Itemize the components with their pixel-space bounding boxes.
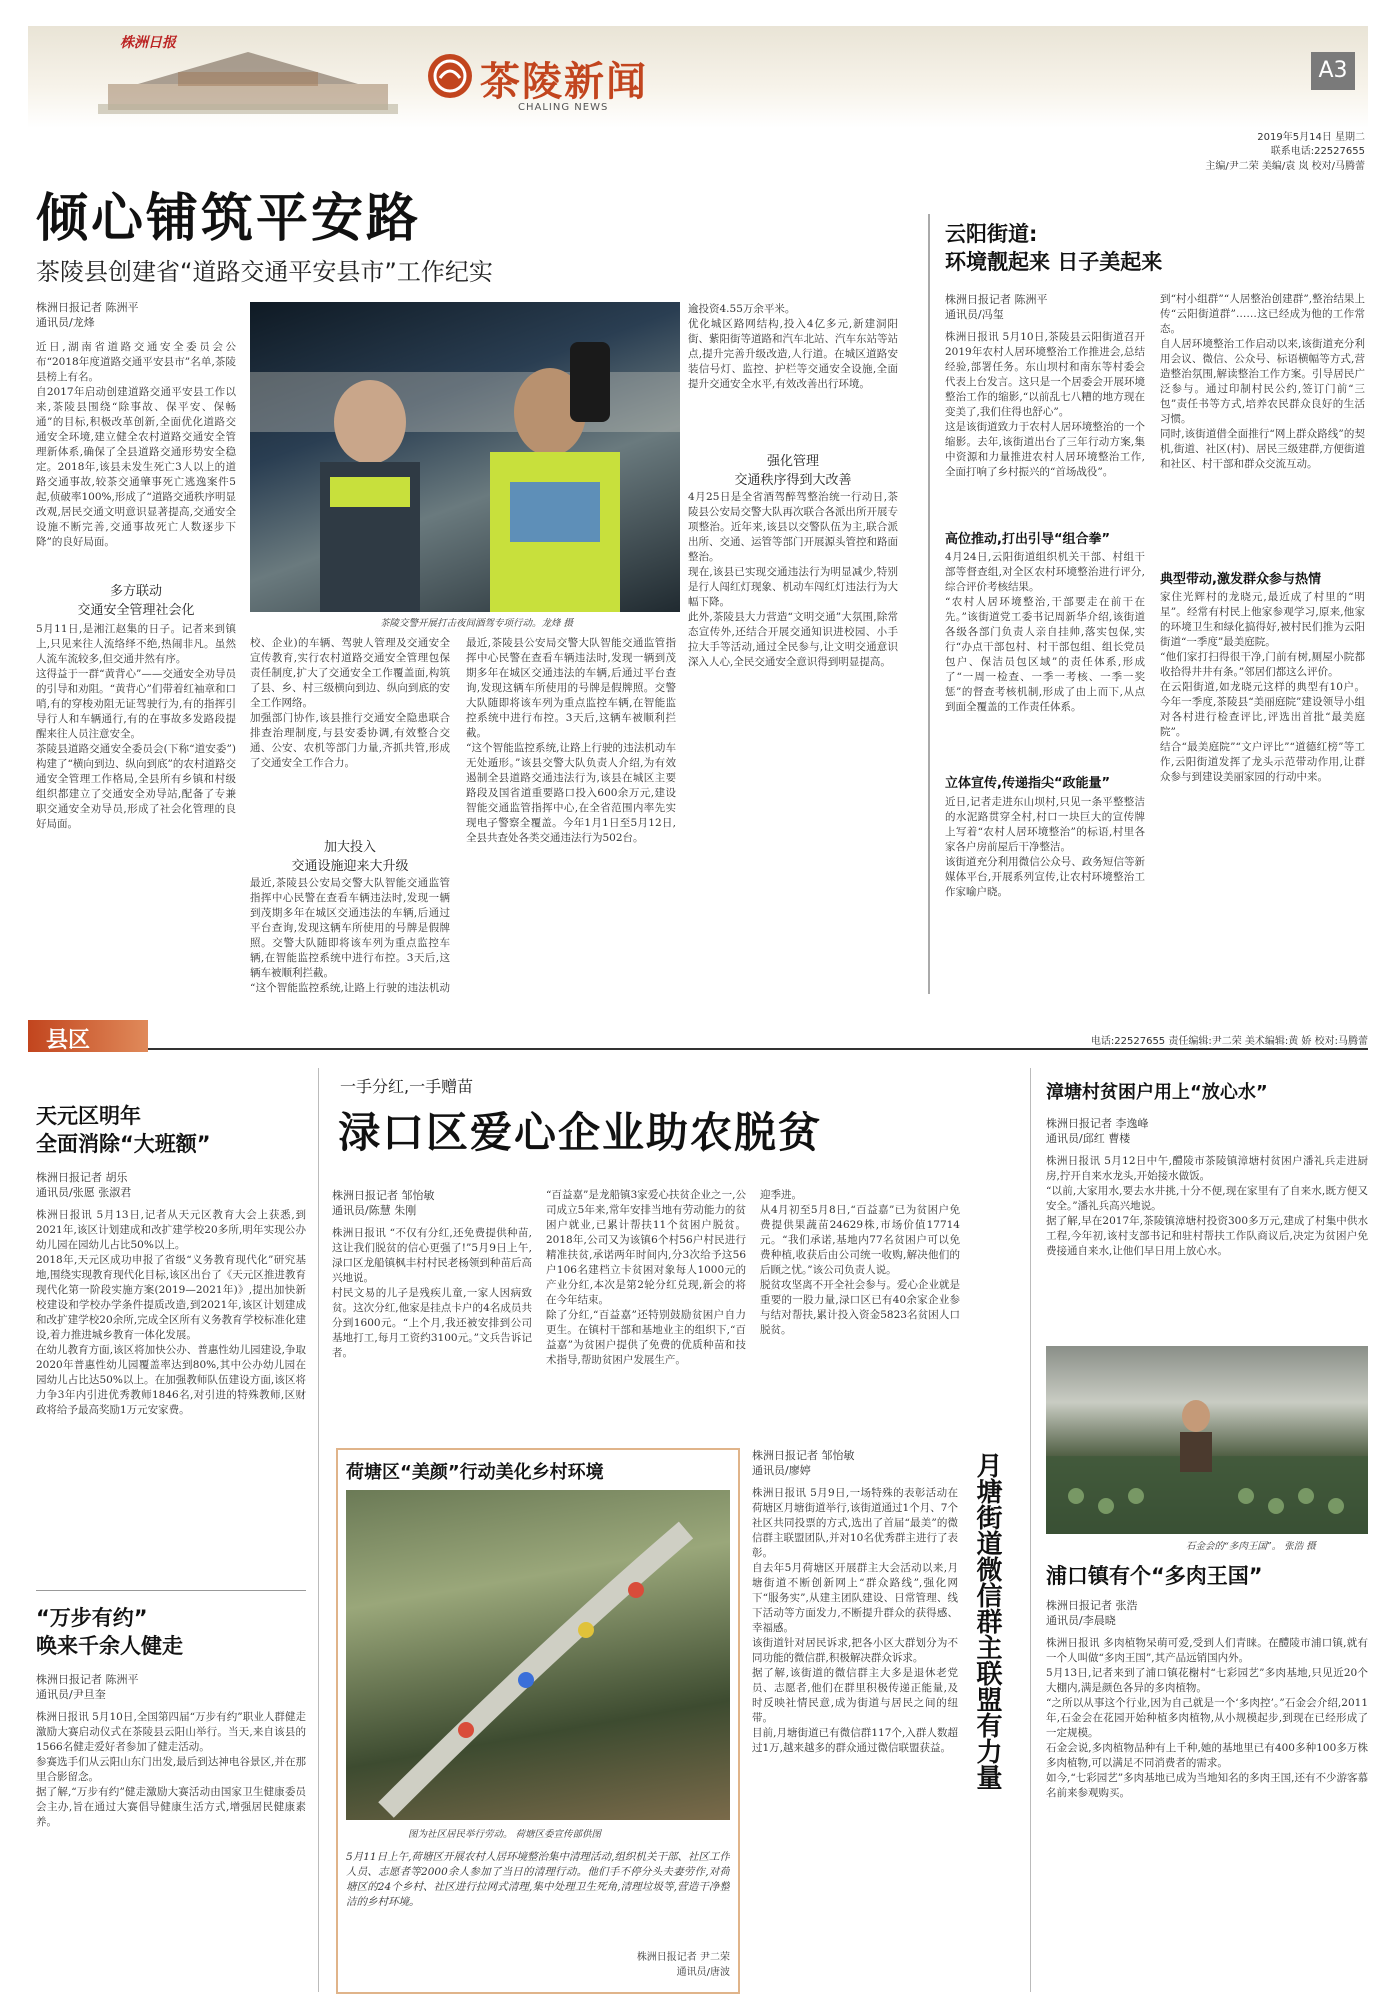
lead-subtitle: 茶陵县创建省“道路交通平安县市”工作纪实 (36, 258, 493, 286)
brand-logo-icon (428, 54, 472, 98)
brand-title: 茶陵新闻 (480, 59, 648, 105)
yuetang-vertical-title: 月塘街道微信群主联盟有力量 (972, 1452, 1002, 1790)
hetang-credit: 株洲日报记者 尹二荣 通讯员/唐波 (636, 1952, 730, 1978)
hetang-photo-caption: 图为社区居民举行劳动。 荷塘区委宣传部供图 (408, 1829, 602, 1840)
yunyang-body-p1: 株洲日报讯 5月10日,茶陵县云阳街道召开2019年农村人居环境整治工作推进会,总结经验,部署任务。东山坝村和南东等村委会代表上台发言。这只是一个居委会开展环境整治工作的缩影,“以前乱七八糟的地方现在变美了,我们住得也舒心”。 这是该街道致力于农村人居环境整治的一个缩影。去年,该街道出台了三年行动方案,集中资源和力量推进农村人居环境整治工作,全面打响了乡村振兴的“首场战役”。 (945, 331, 1145, 478)
lead-heading-a: 多方联动 交通安全管理社会化 (77, 584, 195, 618)
hetang-caption-body: 5月11日上午,荷塘区开展农村人居环境整治集中清理活动,组织机关干部、社区工作人员、志愿者等2000余人参加了当日的清理行动。他们手不停分头夫妻劳作,对荷塘区的24个乡村、社区进行拉网式清理,集中处理卫生死角,清理垃圾等,营造干净整洁的乡村环境。 (346, 1851, 730, 1908)
lead-body-col2-part2: 最近,茶陵县公安局交警大队智能交通监管指挥中心民警在查看车辆违法时,发现一辆到茂期多年在城区交通违法的车辆,后通过平台查询,发现这辆车所使用的号牌是假牌照。交警大队随即将该车列为重点监控车辆,在智能监控系统中进行布控。3天后,这辆车被顺利拦截。 “这个智能监控系统,让路上行驶的违法机动 (250, 877, 450, 994)
hetang-title: 荷塘区“美颜”行动美化乡村环境 (346, 1462, 604, 1483)
issue-date: 2019年5月14日 星期二 (1257, 132, 1365, 143)
lead-body-col2-part1: 校、企业)的车辆、驾驶人管理及交通安全宣传教育,实行农村道路交通安全管理包保责任制度,扩大了交通安全工作覆盖面,构筑了县、乡、村三级横向到边、纵向到底的安全工作网络。 加强部门协作,该县推行交通安全隐患联合排查治理制度,与县安委协调,有效整合交通、公安、农机等部门力量,齐抓共管,形成了交通安全工作合力。 (250, 637, 450, 769)
yunyang-body-p3: 近日,记者走进东山坝村,只见一条平整整洁的水泥路贯穿全村,村口一块巨大的宣传牌上写着“农村人居环境整治”的标语,村里各家各户房前屋后干净整洁。 该街道充分利用微信公众号、政务短信等新媒体平台,开展系列宣传,让农村环境整治工作家喻户晓。 (945, 796, 1145, 898)
tianyuan-body: 株洲日报讯 5月13日,记者从天元区教育大会上获悉,到2021年,该区计划建成和改扩建学校20多所,明年实现公办幼儿园在园幼儿占比50%以上。 2018年,天元区成功申报了省级“义务教育现代化”研究基地,围绕实现教育现代化目标,该区出台了《天元区推进教育现代化第一阶段实施方案(2019—2021年)》,提出加快新校建设和学校办学条件提质改造,到2021年,该区计划建成和改扩建学校20余所,完成全区所有义务教育学校标准化建设,着力推进城乡教育一体化发展。 在幼儿教育方面,该区将加快公办、普惠性幼儿园建设,争取2020年普惠性幼儿园覆盖率达到80%,其中公办幼儿园在园幼儿占比达50%以上。在加强教师队伍建设方面,该区将力争3年内引进优秀教师1846名,对引进的特殊教师,区财政将给予最高奖励1万元安家费。 (36, 1209, 306, 1416)
pukou-body: 株洲日报讯 多肉植物呆萌可爱,受到人们青睐。在醴陵市浦口镇,就有一个人叫做“多肉王国”,其产品远销国内外。 5月13日,记者来到了浦口镇花榭村“七彩园艺”多肉基地,只见近20个大棚内,满是颜色各异的多肉植物。 “之所以从事这个行业,因为自己就是一个‘多肉控’。”石金会介绍,2011年,石金会在花园开始种植多肉植物,从小规模起步,到现在已经形成了一定规模。 石金会说,多肉植物品种有上千种,她的基地里已有400多种100多万株多肉植物,可以满足不同消费者的需求。 如今,“七彩园艺”多肉基地已成为当地知名的多肉王国,还有不少游客慕名前来参观购买。 (1046, 1637, 1368, 1799)
hetang-photo (346, 1490, 730, 1820)
brand-english: CHALING NEWS (518, 102, 609, 113)
lead-photo-caption: 茶陵交警开展打击夜间酒驾专项行动。龙烽 摄 (380, 618, 574, 629)
wanbu-body: 株洲日报讯 5月10日,全国第四届“万步有约”职业人群健走激励大赛启动仪式在茶陵县云阳山举行。当天,来自该县的1566名健走爱好者参加了健走活动。 参赛选手们从云阳山东门出发,最后到达神电谷景区,并在那里合影留念。 据了解,“万步有约”健走激励大赛活动由国家卫生健康委员会主办,旨在通过大赛倡导健康生活方式,增强居民健康素养。 (36, 1711, 306, 1828)
yunyang-body-p2: 4月24日,云阳街道组织机关干部、村组干部等督查组,对全区农村环境整治进行评分,综合评价考核结果。 “农村人居环境整治,干部要走在前干在先。”该街道党工委书记周新华介绍,该街道各级各部门负责人亲自挂帅,落实包保,实行“办点干部包村、村干部包组、组长党员包户、保洁员包区域”的责任体系,形成了“一周一检查、一季一考核、一季一奖惩”的督查考核机制,形成了由上而下,从点到面全覆盖的工作责任体系。 (945, 551, 1145, 713)
lead-body-col1-part1: 近日,湖南省道路交通安全委员会公布“2018年度道路交通平安县市”名单,茶陵县榜上有名。 自2017年启动创建道路交通平安县工作以来,茶陵县围绕“除事故、保平安、保畅通”的目标,积极改革创新,全面优化道路交通安全环境,建立健全农村道路交通安全管理新体系,确保了全县道路交通形势安全稳定。2018年,该县未发生死亡3人以上的道路交通事故,较茶交通肇事死亡逃逸案件5起,侦破率100%,形成了“道路交通秩序明显改观,居民交通文明意识显著提高,交通安全设施不断完善,交通事故死亡人数逐步下降”的良好局面。 (36, 341, 236, 548)
lead-body-col3: 最近,茶陵县公安局交警大队智能交通监管指挥中心民警在查看车辆违法时,发现一辆到茂期多年在城区交通违法的车辆,后通过平台查询,发现这辆车所使用的号牌是假牌照。交警大队随即将该车列为重点监控车辆,在智能监控系统中进行布控。3天后,这辆车被顺利拦截。 “这个智能监控系统,让路上行驶的违法机动车无处遁形。”该县交警大队负责人介绍,为有效遏制全县道路交通违法行为,该县在城区主要路段及国省道重要路口投入600余万元,建设智能交通监管指挥中心,在全省范围内率先实现电子警察全覆盖。今年1月1日至5月12日,全县共查处各类交通违法行为502台。 (466, 637, 676, 844)
yunyang-body-p4: 到“村小组群”“人居整治创建群”,整治结果上传“云阳街道群”……这已经成为他的工作常态。 自人居环境整治工作启动以来,该街道充分利用会议、微信、公众号、标语横幅等方式,营造整治氛围,解读整治工作方案。引导居民广泛参与。通过印制村民公约,签订门前“三包”责任书等方式,培养农民群众良好的生活习惯。 同时,该街道借全面推行“网上群众路线”的契机,街道、社区(村)、居民三级建群,方便街道和社区、村干部和群众交流互动。 (1160, 293, 1365, 470)
lead-body-col1-part2: 5月11日,是湘江赵集的日子。记者来到镇上,只见来往人流络绎不绝,热闹非凡。虽然人流车流较多,但交通井然有序。 这得益于一群“黄背心”——交通安全劝导员的引导和劝阻。“黄背心”们带着红袖章和口哨,有的穿梭劝阻无证驾驶行为,有的指挥引导行人和车辆通行,有的在事故多发路段提醒来往人员注意安全。 茶陵县道路交通安全委员会(下称“道安委”)构建了“横向到边、纵向到底”的农村道路交通安全管理工作格局,全县所有乡镇和村级组织都建立了交通安全劝导站,配备了专兼职交通安全劝导员,形成了社会化管理的良好局面。 (36, 623, 236, 830)
page-code: A3 (1311, 52, 1355, 90)
zhangtang-body: 株洲日报讯 5月12日中午,醴陵市茶陵镇漳塘村贫困户潘礼兵走进厨房,拧开自来水龙头,开始接水做饭。 “以前,大家用水,要去水井挑,十分不便,现在家里有了自来水,既方便又安全。”潘礼兵高兴地说。 据了解,早在2017年,茶陵镇漳塘村投资300多万元,建成了村集中供水工程,今年初,该村支部书记和驻村帮扶工作队商议后,决定为贫困户免费接通自来水,让他们早日用上放心水。 (1046, 1155, 1368, 1257)
issue-editors: 主编/尹二荣 美编/袁 岚 校对/马腾蕾 (1205, 161, 1365, 172)
yunyang-body-p5: 家住光辉村的龙晓元,最近成了村里的“明星”。经常有村民上他家参观学习,原来,他家的环境卫生和绿化搞得好,被村民们推为云阳街道“一季度”最美庭院。 “他们家打扫得很干净,门前有树,厕屋小院都收拾得井井有条。”邻居们都这么评价。 在云阳街道,如龙晓元这样的典型有10户。今年一季度,茶陵县“美丽庭院”建设领导小组对各村进行检查评比,评选出首批“最美庭院”。 结合“最美庭院”“文户评比”“道德红榜”等工作,云阳街道发挥了龙头示范带动作用,让群众参与到建设美丽家园的行动中来。 (1160, 591, 1365, 783)
lukou-body-col3: 迎季进。 从4月初至5月8日,“百益嘉”已为贫困户免费提供果蔬苗24629株,市场价值17714元。“我们承诺,基地内77名贫困户可以免费种植,收获后由公司统一收购,解决他们的后顾之忧。”该公司负责人说。 脱贫攻坚离不开全社会参与。爱心企业就是重要的一股力量,渌口区已有40余家企业参与结对帮扶,累计投入资金5823名贫困人口脱贫。 (760, 1189, 960, 1336)
masthead (28, 26, 1368, 128)
tianyuan-byline: 株洲日报记者 胡乐 通讯员/张愿 张淑君 (36, 1171, 132, 1199)
lead-body-col4-part2: 4月25日是全省酒驾醉驾整治统一行动日,茶陵县公安局交警大队再次联合各派出所开展专项整治。近年来,该县以交警队伍为主,联合派出所、交通、运管等部门开展源头管控和路面整治。 现在,该县已实现交通违法行为明显减少,特别是行人闯红灯现象、机动车闯红灯违法行为大幅下降。 此外,茶陵县大力营造“文明交通”大氛围,除常态宣传外,还结合开展交通知识进校园、小手拉大手等活动,通过全民参与,让文明交通意识深入人心,全民交通安全意识得到明显提高。 (688, 491, 898, 668)
lukou-kicker: 一手分红,一手赠苗 (340, 1077, 474, 1096)
issue-phone: 联系电话:22527655 (1270, 146, 1365, 157)
pukou-byline: 株洲日报记者 张浩 通讯员/李晨晓 (1046, 1599, 1138, 1627)
lead-body-col4-part1: 逾投资4.55万余平米。 优化城区路网结构,投入4亿多元,新建洞阳街、紫阳街等道路和汽车北站、汽车东站等站点,提升完善升级改造,人行道。在城区道路安装信号灯、监控、护栏等交通安全设施,全面提升交通安全水平,有效改善出行环境。 (688, 303, 898, 390)
yunyang-heading-b: 立体宣传,传递指尖“政能量” (945, 776, 1111, 791)
pukou-photo (1046, 1346, 1368, 1534)
pukou-title: 浦口镇有个“多肉王国” (1046, 1564, 1263, 1588)
section-label: 县区 (46, 1028, 91, 1053)
wanbu-byline: 株洲日报记者 陈洲平 通讯员/尹旦奎 (36, 1673, 139, 1701)
lead-photo (250, 302, 680, 612)
section-bar (28, 1020, 1368, 1052)
yunyang-byline: 株洲日报记者 陈洲平 通讯员/冯玺 (945, 293, 1048, 321)
lukou-title: 渌口区爱心企业助农脱贫 (338, 1108, 823, 1157)
yunyang-heading-c: 典型带动,激发群众参与热情 (1160, 572, 1321, 587)
yunyang-title: 云阳街道: 环境靓起来 日子美起来 (945, 222, 1163, 274)
pukou-photo-caption: 石金会的“多肉王国”。 张浩 摄 (1186, 1541, 1316, 1552)
lukou-body-col2: “百益嘉”是龙船镇3家爱心扶贫企业之一,公司成立5年来,常年安排当地有劳动能力的贫困户就业,已累计帮扶11个贫困户脱贫。2018年,公司又为该镇6个村56户村民进行精准扶贫,承诺两年时间内,分3次给予这56户106名建档立卡贫困对象每人1000元的产业分红,本次是第2轮分红兑现,新会的将在今年结束。 除了分红,“百益嘉”还特别鼓励贫困户自力更生。在镇村干部和基地业主的组织下,“百益嘉”为贫困户提供了免费的优质种苗和技术指导,帮助贫困户发展生产。 (546, 1189, 746, 1366)
lead-heading-c: 强化管理 交通秩序得到大改善 (734, 454, 852, 488)
tianyuan-title: 天元区明年 全面消除“大班额” (36, 1104, 211, 1156)
lead-byline: 株洲日报记者 陈洲平 通讯员/龙烽 (36, 301, 139, 329)
yuetang-body: 株洲日报讯 5月9日,一场特殊的表彰活动在荷塘区月塘街道举行,该街道通过1个月、7个社区共同投票的方式,选出了首届“最美”的微信群主联盟团队,并对10名优秀群主进行了表彰。 自去年5月荷塘区开展群主大会活动以来,月塘街道不断创新网上“群众路线”,强化网下“服务实”,从建主团队建设、日常管理、线下活动等方面发力,不断提升群众的获得感、幸福感。 该街道针对居民诉求,把各小区大群划分为不同功能的微信群,积极解决群众诉求。 据了解,该街道的微信群主大多是退休老党员、志愿者,他们在群里积极传递正能量,及时反映社情民意,成为街道与居民之间的纽带。 目前,月塘街道已有微信群117个,入群人数超过1万,越来越多的群众通过微信联盟获益。 (752, 1487, 958, 1754)
lukou-byline: 株洲日报记者 邹怡敏 通讯员/陈慧 朱刚 (332, 1189, 435, 1217)
yuetang-byline: 株洲日报记者 邹怡敏 通讯员/廖婷 (752, 1449, 855, 1477)
wanbu-title: “万步有约” 唤来千余人健走 (36, 1606, 183, 1658)
section-meta: 电话:22527655 责任编辑:尹二荣 美术编辑:黄 娇 校对:马腾蕾 (1090, 1036, 1368, 1047)
lead-title: 倾心铺筑平安路 (36, 189, 422, 249)
hetang-box (336, 1448, 740, 1994)
yunyang-divider (928, 214, 930, 994)
lukou-body-col1: 株洲日报讯 “不仅有分红,还免费提供种苗,这让我们脱贫的信心更强了!”5月9日上午,渌口区龙船镇枫丰村村民老杨领到种苗后高兴地说。 村民文易的儿子是残疾儿童,一家人因病致贫。这次分红,他家是挂点卡户的4名成员共分到1600元。“上个月,我还被安排到公司基地打工,每月工资约3100元。”文兵告诉记者。 (332, 1227, 532, 1359)
yunyang-heading-a: 高位推动,打出引导“组合拳” (945, 532, 1111, 547)
zhangtang-title: 漳塘村贫困户用上“放心水” (1046, 1082, 1268, 1103)
zhangtang-byline: 株洲日报记者 李逸峰 通讯员/邱红 曹楼 (1046, 1117, 1149, 1145)
paper-logo: 株洲日报 (120, 35, 176, 51)
lead-heading-b: 加大投入 交通设施迎来大升级 (291, 840, 409, 874)
